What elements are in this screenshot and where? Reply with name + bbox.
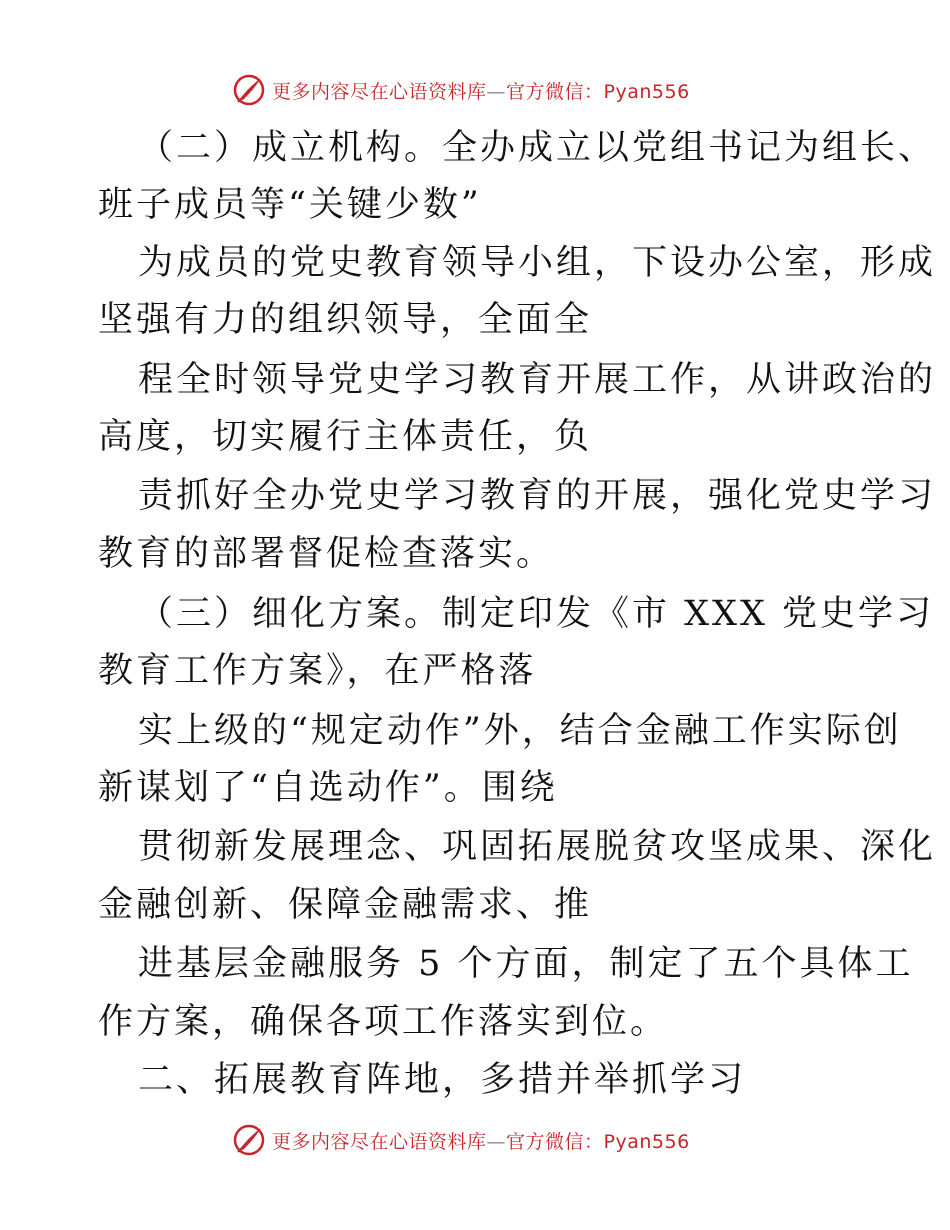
quill-logo-icon bbox=[232, 73, 266, 107]
paragraph-line: 教育的部署督促检查落实。 bbox=[98, 534, 555, 574]
paragraph-line: 教育工作方案》，在严格落 bbox=[98, 651, 537, 691]
paragraph-line: 坚强有力的组织领导，全面全 bbox=[98, 300, 593, 340]
section-heading: 二、拓展教育阵地，多措并举抓学习 bbox=[138, 1060, 747, 1100]
quill-logo-icon bbox=[232, 1123, 266, 1157]
paragraph-line: 程全时领导党史学习教育开展工作，从讲政治的 bbox=[138, 360, 937, 400]
paragraph-line: （三）细化方案。制定印发《市 XXX 党史学习 bbox=[138, 594, 935, 634]
watermark-text: 更多内容尽在心语资料库—官方微信：Pyan556 bbox=[272, 80, 690, 103]
paragraph-line: 新谋划了“自选动作”。围绕 bbox=[98, 768, 558, 808]
paragraph-line: 贯彻新发展理念、巩固拓展脱贫攻坚成果、深化 bbox=[138, 827, 937, 867]
paragraph-line: 进基层金融服务 5 个方面，制定了五个具体工 bbox=[138, 944, 914, 984]
paragraph-line: 金融创新、保障金融需求、推 bbox=[98, 885, 593, 925]
watermark-text: 更多内容尽在心语资料库—官方微信：Pyan556 bbox=[272, 1130, 690, 1153]
paragraph-line: （二）成立机构。全办成立以党组书记为组长、 bbox=[138, 128, 937, 168]
paragraph-line: 责抓好全办党史学习教育的开展，强化党史学习 bbox=[138, 476, 937, 516]
header-watermark bbox=[232, 72, 690, 108]
paragraph-line: 高度，切实履行主体责任，负 bbox=[98, 417, 593, 457]
footer-watermark bbox=[232, 1122, 690, 1158]
paragraph-line: 班子成员等“关键少数” bbox=[98, 185, 482, 225]
paragraph-line: 为成员的党史教育领导小组，下设办公室，形成 bbox=[138, 243, 937, 283]
paragraph-line: 作方案，确保各项工作落实到位。 bbox=[98, 1002, 669, 1042]
paragraph-line: 实上级的“规定动作”外，结合金融工作实际创 bbox=[138, 711, 902, 751]
